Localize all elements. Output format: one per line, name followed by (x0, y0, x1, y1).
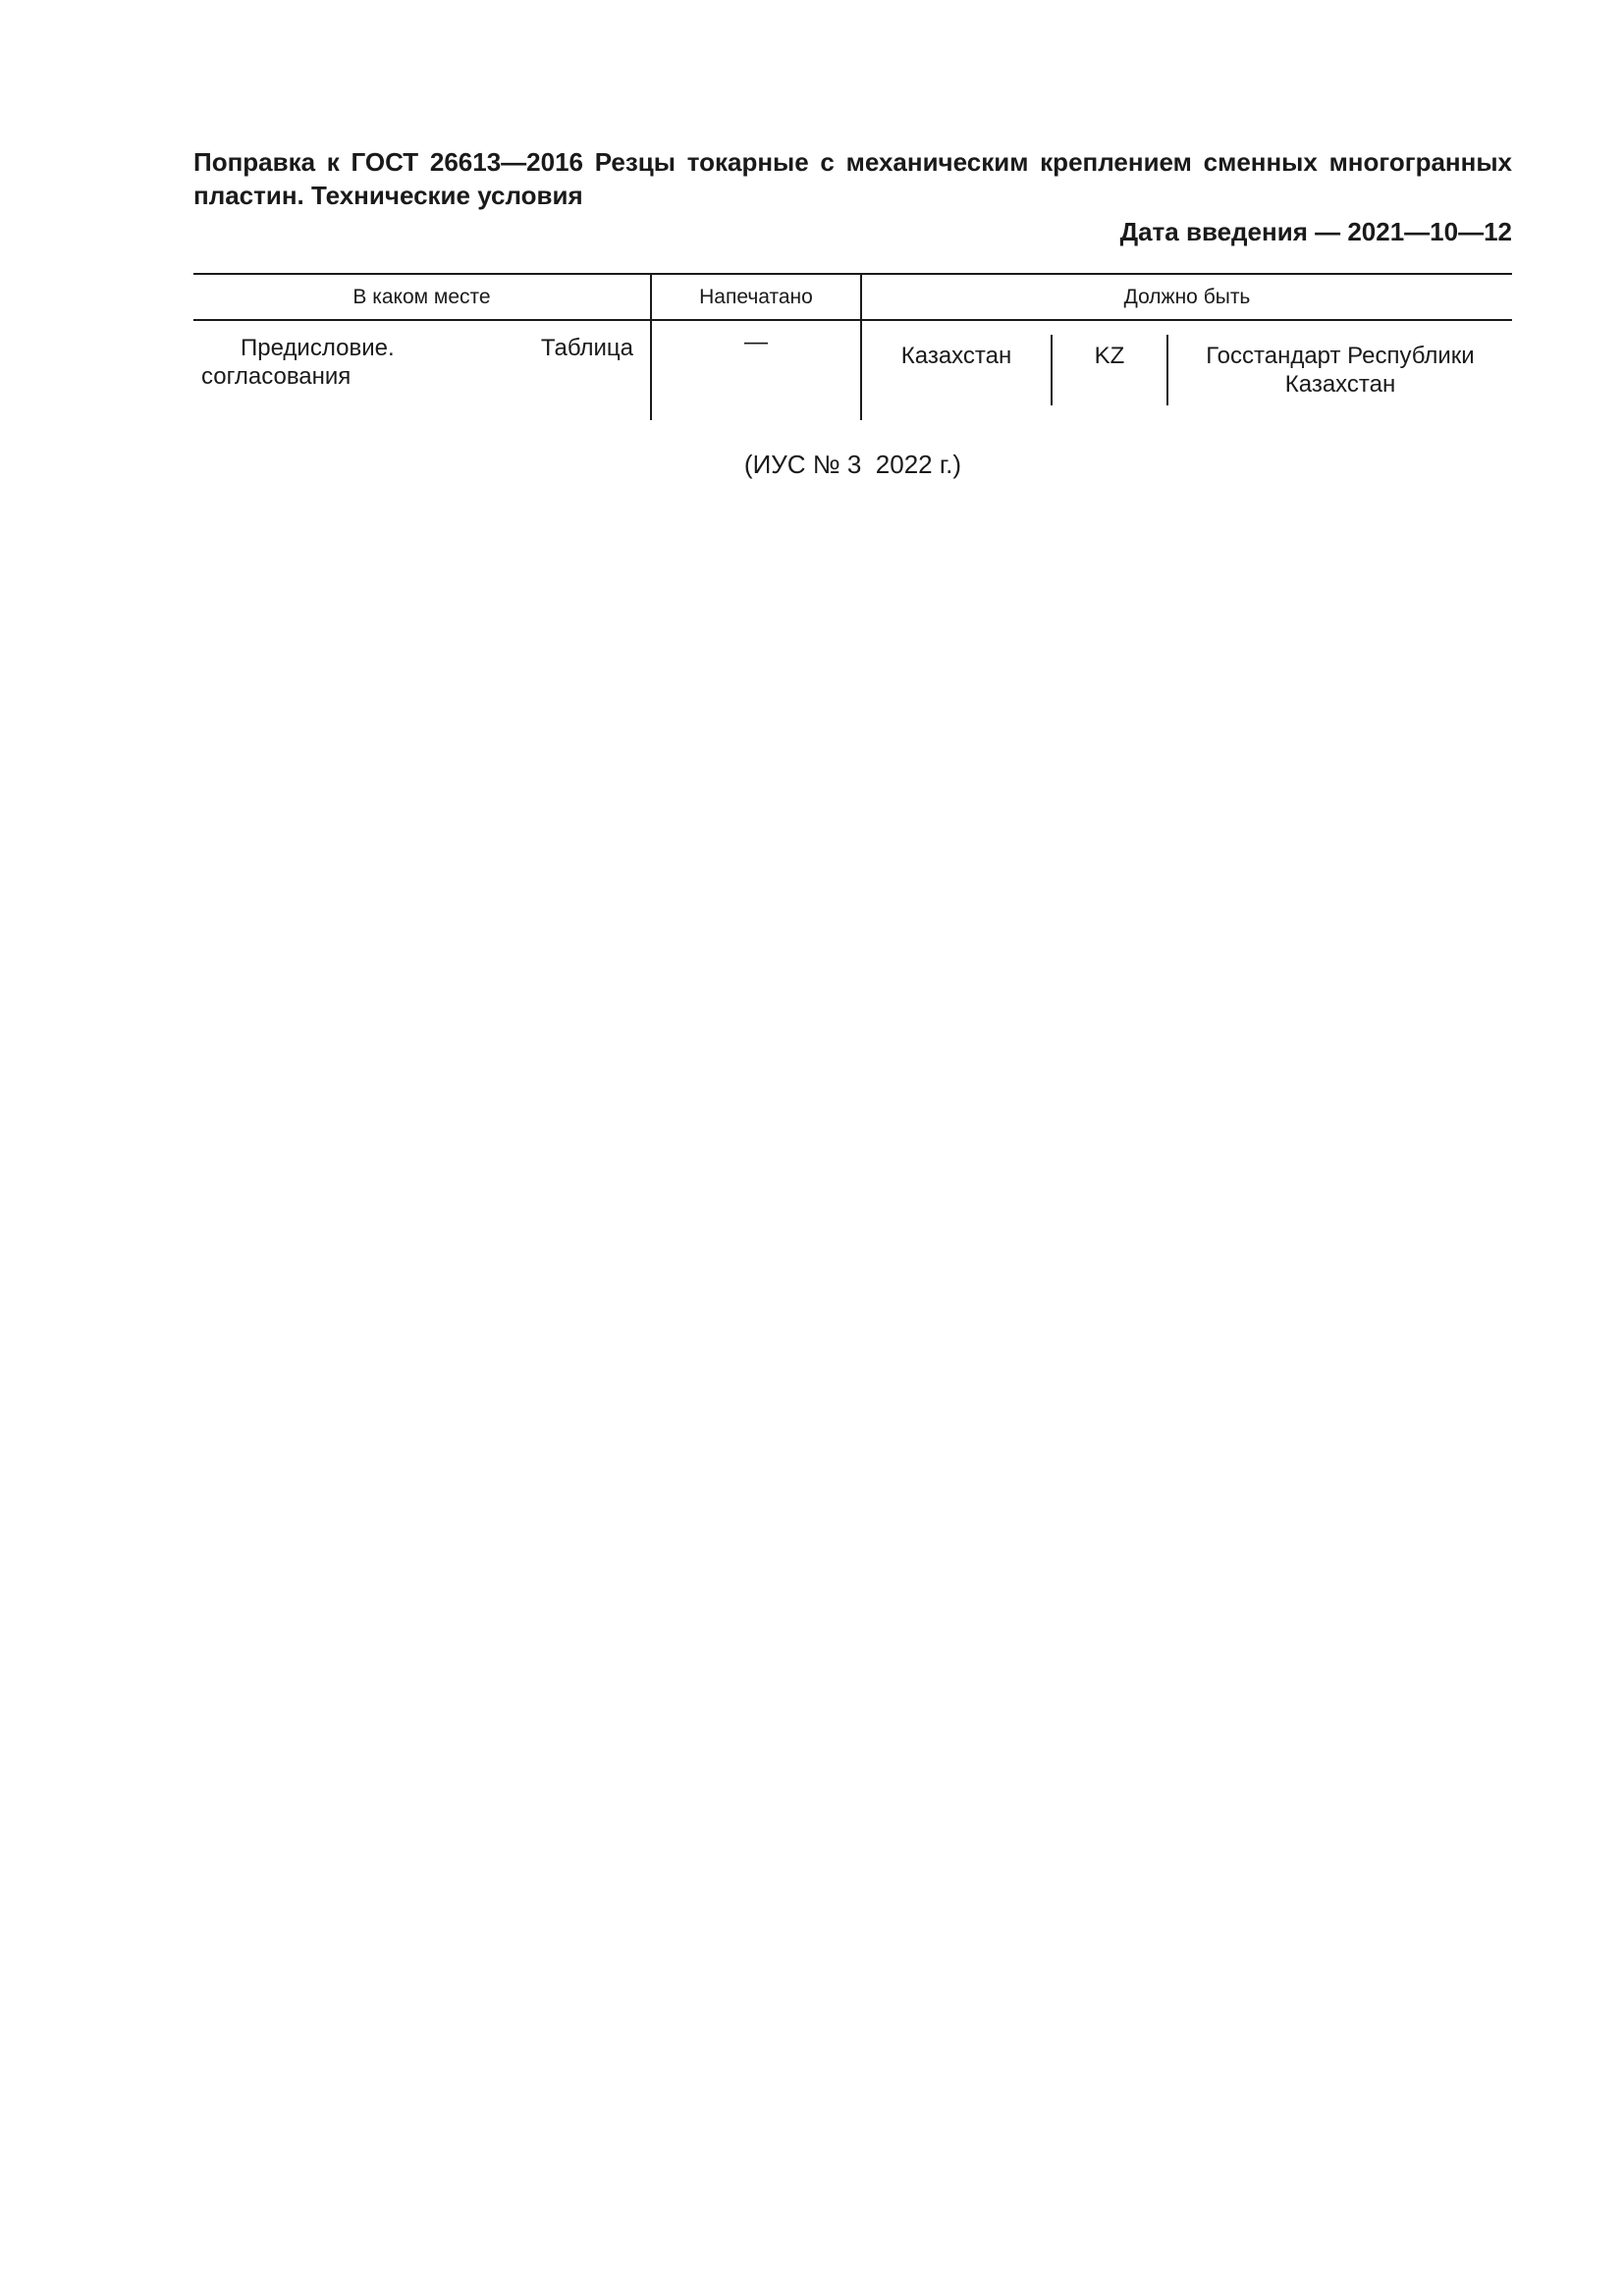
introduction-date: Дата введения — 2021—10—12 (1119, 217, 1512, 246)
cell-country-code: KZ (1094, 343, 1125, 369)
header-should-be: Должно быть (1123, 286, 1251, 308)
table-header-rule (193, 319, 1512, 321)
cell-country: Казахстан (900, 343, 1012, 369)
amendment-title: Поправка к ГОСТ 26613—2016 Резцы токарные с механическим креплением сменных многогранных пластин. Технические условия (193, 147, 1512, 210)
cell-printed: — (744, 329, 768, 355)
cell-place: Предисловие. Таблица согласования (201, 335, 633, 390)
header-place: В каком месте (352, 286, 491, 308)
ius-issue-note: (ИУС № 3 2022 г.) (743, 450, 962, 479)
cell-organization: Госстандарт Республики Казахстан (1206, 343, 1475, 398)
header-printed: Напечатано (699, 286, 813, 308)
amendment-table (193, 273, 1512, 420)
